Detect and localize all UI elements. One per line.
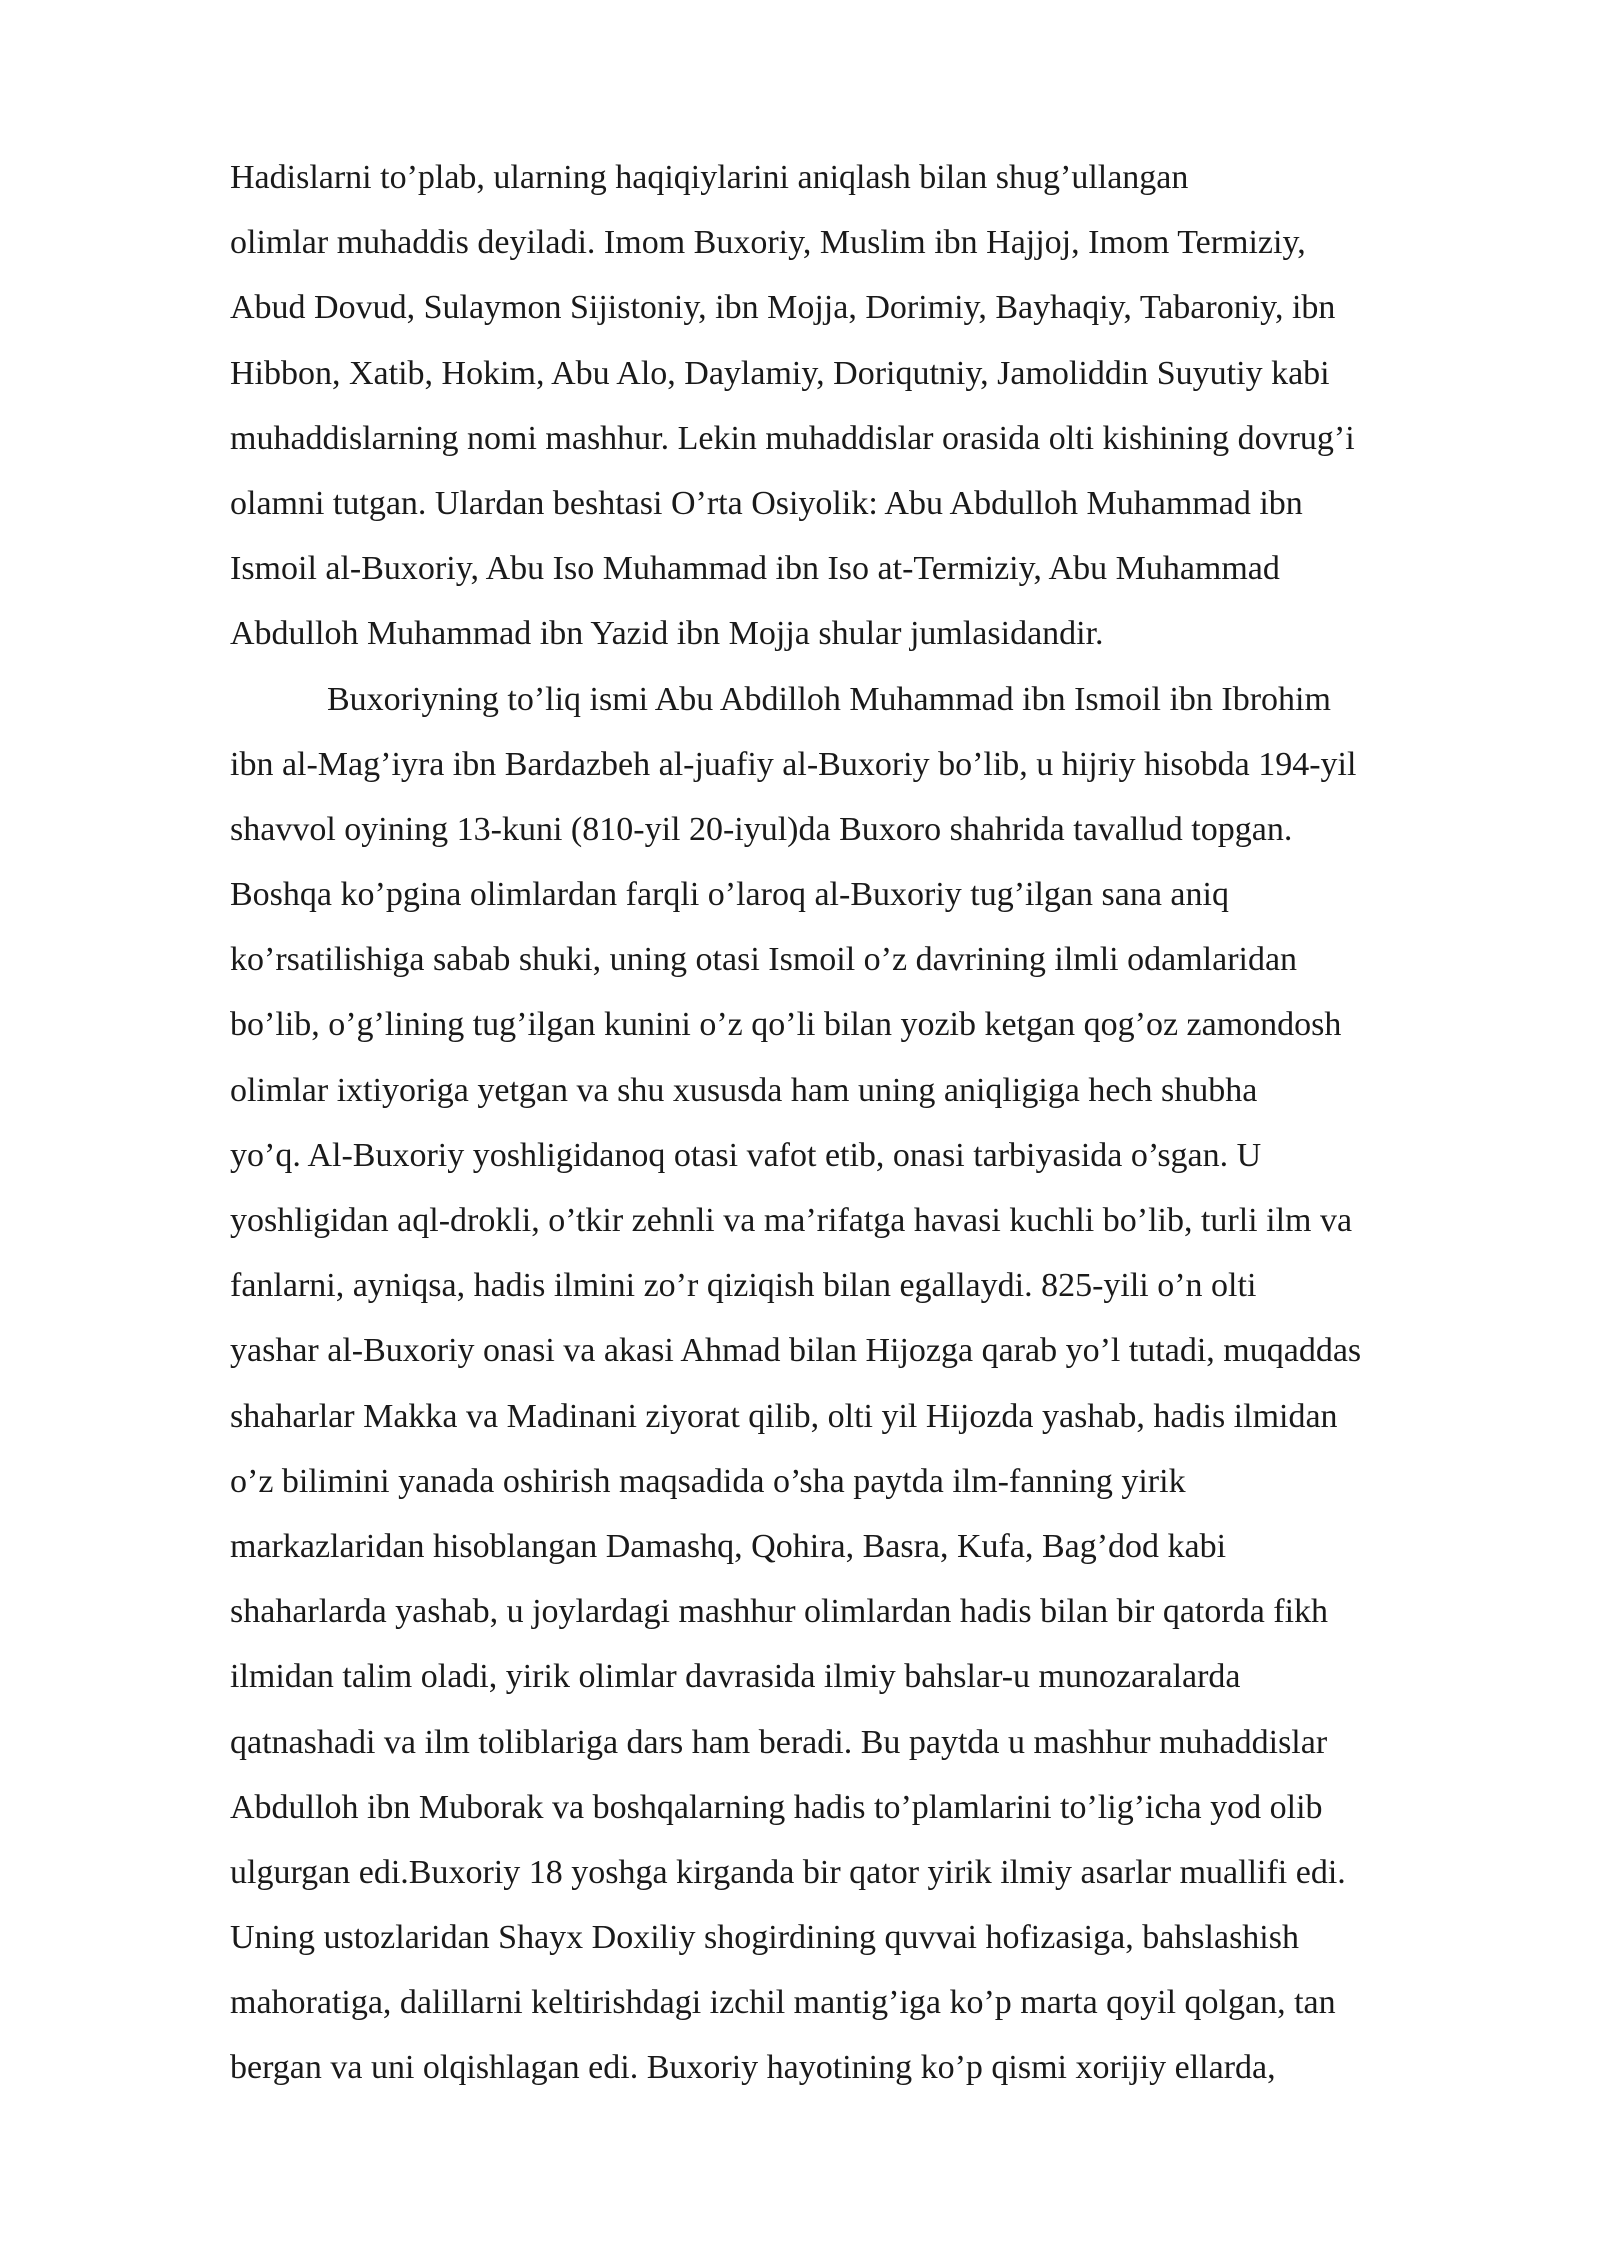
- text-line: muhaddislarning nomi mashhur. Lekin muhaddislar orasida olti kishining dovrug’i: [230, 419, 1355, 457]
- text-line: shaharlarda yashab, u joylardagi mashhur olimlardan hadis bilan bir qatorda fikh: [230, 1593, 1329, 1631]
- text-line: Ismoil al-Buxoriy, Abu Iso Muhammad ibn Iso at-Termiziy, Abu Muhammad: [230, 550, 1280, 588]
- paragraph-buxoriy-biography: [230, 667, 1530, 2101]
- text-line: mahoratiga, dalillarni keltirishdagi izchil mantig’iga ko’p marta qoyil qolgan, tan: [230, 1984, 1336, 2022]
- text-line: ibn al-Mag’iyra ibn Bardazbeh al-juafiy al-Buxoriy bo’lib, u hijriy hisobda 194-yil: [230, 745, 1357, 783]
- paragraph-muhaddislar: [230, 145, 1530, 667]
- text-line: qatnashadi va ilm toliblariga dars ham beradi. Bu paytda u mashhur muhaddislar: [230, 1723, 1328, 1761]
- text-line: ilmidan talim oladi, yirik olimlar davrasida ilmiy bahslar-u munozaralarda: [230, 1658, 1241, 1696]
- text-line: bo’lib, o’g’lining tug’ilgan kunini o’z qo’li bilan yozib ketgan qog’oz zamondosh: [230, 1006, 1342, 1044]
- text-line: Boshqa ko’pgina olimlardan farqli o’laroq al-Buxoriy tug’ilgan sana aniq: [230, 876, 1229, 914]
- text-line: olimlar ixtiyoriga yetgan va shu xususda ham uning aniqligiga hech shubha: [230, 1071, 1258, 1109]
- text-line: yashar al-Buxoriy onasi va akasi Ahmad bilan Hijozga qarab yo’l tutadi, muqaddas: [230, 1332, 1362, 1370]
- text-line: markazlaridan hisoblangan Damashq, Qohira, Basra, Kufa, Bag’dod kabi: [230, 1527, 1227, 1565]
- text-line: olamni tutgan. Ulardan beshtasi O’rta Osiyolik: Abu Abdulloh Muhammad ibn: [230, 484, 1303, 522]
- text-line: Abdulloh Muhammad ibn Yazid ibn Mojja shular jumlasidandir.: [230, 615, 1104, 653]
- text-line-indented: Buxoriyning to’liq ismi Abu Abdilloh Muhammad ibn Ismoil ibn Ibrohim: [327, 680, 1331, 718]
- text-line: Uning ustozlaridan Shayx Doxiliy shogirdining quvvai hofizasiga, bahslashish: [230, 1919, 1299, 1957]
- text-line: Hadislarni to’plab, ularning haqiqiylarini aniqlash bilan shug’ullangan: [230, 159, 1189, 196]
- text-line: shaharlar Makka va Madinani ziyorat qilib, olti yil Hijozda yashab, hadis ilmidan: [230, 1397, 1338, 1435]
- text-line: Abdulloh ibn Muborak va boshqalarning hadis to’plamlarini to’lig’icha yod olib: [230, 1788, 1323, 1826]
- text-line: o’z bilimini yanada oshirish maqsadida o’sha paytda ilm-fanning yirik: [230, 1462, 1186, 1500]
- text-line: shavvol oyining 13-kuni (810-yil 20-iyul)da Buxoro shahrida tavallud topgan.: [230, 810, 1293, 848]
- text-line: olimlar muhaddis deyiladi. Imom Buxoriy, Muslim ibn Hajjoj, Imom Termiziy,: [230, 224, 1306, 262]
- text-line: bergan va uni olqishlagan edi. Buxoriy hayotining ko’p qismi xorijiy ellarda,: [230, 2049, 1276, 2087]
- text-line: fanlarni, ayniqsa, hadis ilmini zo’r qiziqish bilan egallaydi. 825-yili o’n olti: [230, 1267, 1257, 1305]
- text-line: Abud Dovud, Sulaymon Sijistoniy, ibn Mojja, Dorimiy, Bayhaqiy, Tabaroniy, ibn: [230, 289, 1336, 327]
- text-line: ulgurgan edi.Buxoriy 18 yoshga kirganda bir qator yirik ilmiy asarlar muallifi edi.: [230, 1853, 1346, 1891]
- text-line: Hibbon, Xatib, Hokim, Abu Alo, Daylamiy, Doriqutniy, Jamoliddin Suyutiy kabi: [230, 354, 1330, 392]
- text-line: yoshligidan aql-drokli, o’tkir zehnli va ma’rifatga havasi kuchli bo’lib, turli ilm va: [230, 1202, 1353, 1239]
- document-body: [230, 145, 1530, 2101]
- text-line: yo’q. Al-Buxoriy yoshligidanoq otasi vafot etib, onasi tarbiyasida o’sgan. U: [230, 1136, 1262, 1174]
- text-line: ko’rsatilishiga sabab shuki, uning otasi Ismoil o’z davrining ilmli odamlaridan: [230, 941, 1298, 979]
